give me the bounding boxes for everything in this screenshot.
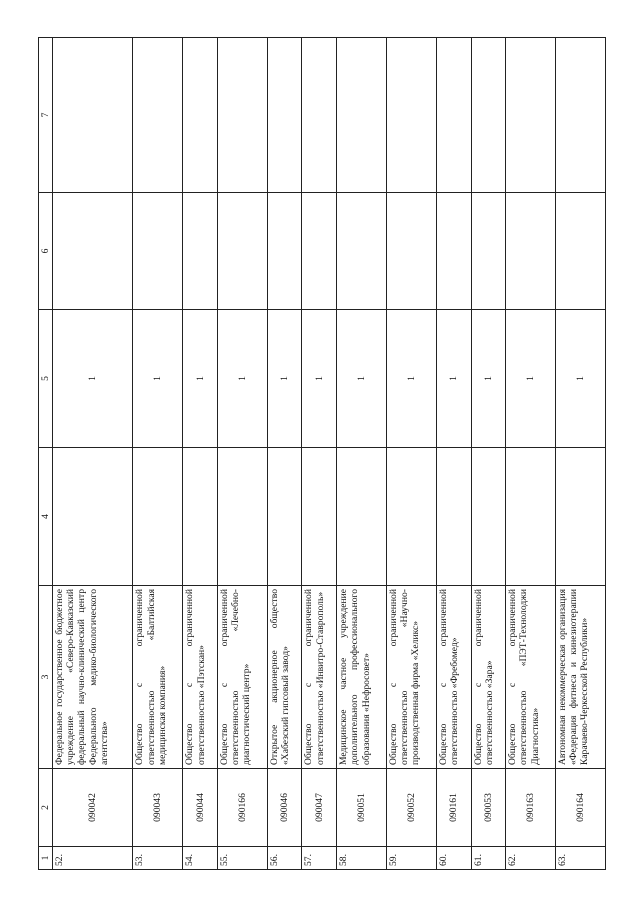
- org-name: Открытое акционерное общество «Хабезский гипсовый завод»: [267, 586, 302, 769]
- column-header: 3: [39, 586, 53, 769]
- org-name: Общество с ограниченной ответственностью «Лечебно-диагностический центр»: [217, 586, 267, 769]
- cell-col7: [133, 38, 183, 193]
- org-name: Общество с ограниченной ответственностью «Балтийская медицинская компания»: [133, 586, 183, 769]
- table-row: [436, 38, 471, 870]
- row-number: 61.: [471, 847, 506, 870]
- cell-col4: [53, 448, 133, 586]
- cell-col7: [436, 38, 471, 193]
- row-number: 62.: [506, 847, 556, 870]
- org-code: 090053: [471, 769, 506, 847]
- org-name: Общество с ограниченной ответственностью «Пэтскан»: [183, 586, 218, 769]
- table-row: [506, 38, 556, 870]
- column-header: 2: [39, 769, 53, 847]
- row-number: 55.: [217, 847, 267, 870]
- cell-col7: [386, 38, 436, 193]
- table-header-row: [39, 38, 53, 870]
- row-number: 56.: [267, 847, 302, 870]
- org-name: Автономная некоммерческая организация «Федерация фитнеса и кинезиотерапии Карачаево-Черкесской Республики»: [556, 586, 606, 769]
- cell-col5: 1: [53, 310, 133, 448]
- cell-col4: [506, 448, 556, 586]
- cell-col7: [337, 38, 387, 193]
- cell-col7: [506, 38, 556, 193]
- table-row: [217, 38, 267, 870]
- cell-col6: [133, 193, 183, 310]
- cell-col4: [556, 448, 606, 586]
- cell-col6: [337, 193, 387, 310]
- org-code: 090164: [556, 769, 606, 847]
- cell-col5: 1: [267, 310, 302, 448]
- cell-col7: [267, 38, 302, 193]
- table-row: [337, 38, 387, 870]
- cell-col6: [53, 193, 133, 310]
- cell-col4: [267, 448, 302, 586]
- cell-col5: 1: [436, 310, 471, 448]
- org-code: 090047: [302, 769, 337, 847]
- row-number: 58.: [337, 847, 387, 870]
- rotated-page: [38, 38, 606, 870]
- org-name: Общество с ограниченной ответственностью «ПЭТ-Технолоджи Диагностика»: [506, 586, 556, 769]
- table-row: [267, 38, 302, 870]
- org-name: Медицинское частное учреждение дополнительного профессионального образования «Нефросовет»: [337, 586, 387, 769]
- column-header: 6: [39, 193, 53, 310]
- cell-col5: 1: [217, 310, 267, 448]
- column-header: 5: [39, 310, 53, 448]
- row-number: 53.: [133, 847, 183, 870]
- cell-col4: [471, 448, 506, 586]
- table-row: [556, 38, 606, 870]
- table-row: [183, 38, 218, 870]
- table-row: [471, 38, 506, 870]
- cell-col5: 1: [506, 310, 556, 448]
- org-name: Общество с ограниченной ответственностью «Фребомед»: [436, 586, 471, 769]
- cell-col6: [183, 193, 218, 310]
- cell-col5: 1: [386, 310, 436, 448]
- cell-col5: 1: [133, 310, 183, 448]
- org-name: Федеральное государственное бюджетное учреждение «Северо-Кавказский федеральный научно-клинический центр Федерального медико-биологического агентства»: [53, 586, 133, 769]
- cell-col4: [337, 448, 387, 586]
- cell-col6: [386, 193, 436, 310]
- cell-col7: [183, 38, 218, 193]
- cell-col6: [436, 193, 471, 310]
- org-name: Общество с ограниченной ответственностью «Инвитро-Ставрополь»: [302, 586, 337, 769]
- org-code: 090163: [506, 769, 556, 847]
- cell-col7: [471, 38, 506, 193]
- cell-col7: [556, 38, 606, 193]
- cell-col4: [302, 448, 337, 586]
- cell-col6: [506, 193, 556, 310]
- org-code: 090046: [267, 769, 302, 847]
- cell-col6: [267, 193, 302, 310]
- row-number: 60.: [436, 847, 471, 870]
- cell-col5: 1: [556, 310, 606, 448]
- cell-col4: [217, 448, 267, 586]
- cell-col7: [302, 38, 337, 193]
- table-row: [133, 38, 183, 870]
- cell-col5: 1: [302, 310, 337, 448]
- table-row: [53, 38, 133, 870]
- column-header: 7: [39, 38, 53, 193]
- cell-col4: [133, 448, 183, 586]
- org-code: 090166: [217, 769, 267, 847]
- column-header: 4: [39, 448, 53, 586]
- org-code: 090042: [53, 769, 133, 847]
- row-number: 59.: [386, 847, 436, 870]
- row-number: 57.: [302, 847, 337, 870]
- org-name: Общество с ограниченной ответственностью «Научно-производственная фирма «Хеликс»: [386, 586, 436, 769]
- table-row: [302, 38, 337, 870]
- cell-col7: [53, 38, 133, 193]
- cell-col4: [436, 448, 471, 586]
- org-code: 090051: [337, 769, 387, 847]
- org-name: Общество с ограниченной ответственностью «Зара»: [471, 586, 506, 769]
- org-code: 090161: [436, 769, 471, 847]
- cell-col4: [183, 448, 218, 586]
- org-code: 090043: [133, 769, 183, 847]
- row-number: 54.: [183, 847, 218, 870]
- cell-col5: 1: [183, 310, 218, 448]
- row-number: 63.: [556, 847, 606, 870]
- table-row: [386, 38, 436, 870]
- org-code: 090052: [386, 769, 436, 847]
- cell-col7: [217, 38, 267, 193]
- column-header: 1: [39, 847, 53, 870]
- cell-col4: [386, 448, 436, 586]
- cell-col6: [217, 193, 267, 310]
- row-number: 52.: [53, 847, 133, 870]
- register-table: [38, 37, 606, 870]
- cell-col6: [556, 193, 606, 310]
- cell-col5: 1: [471, 310, 506, 448]
- org-code: 090044: [183, 769, 218, 847]
- cell-col6: [471, 193, 506, 310]
- cell-col6: [302, 193, 337, 310]
- cell-col5: 1: [337, 310, 387, 448]
